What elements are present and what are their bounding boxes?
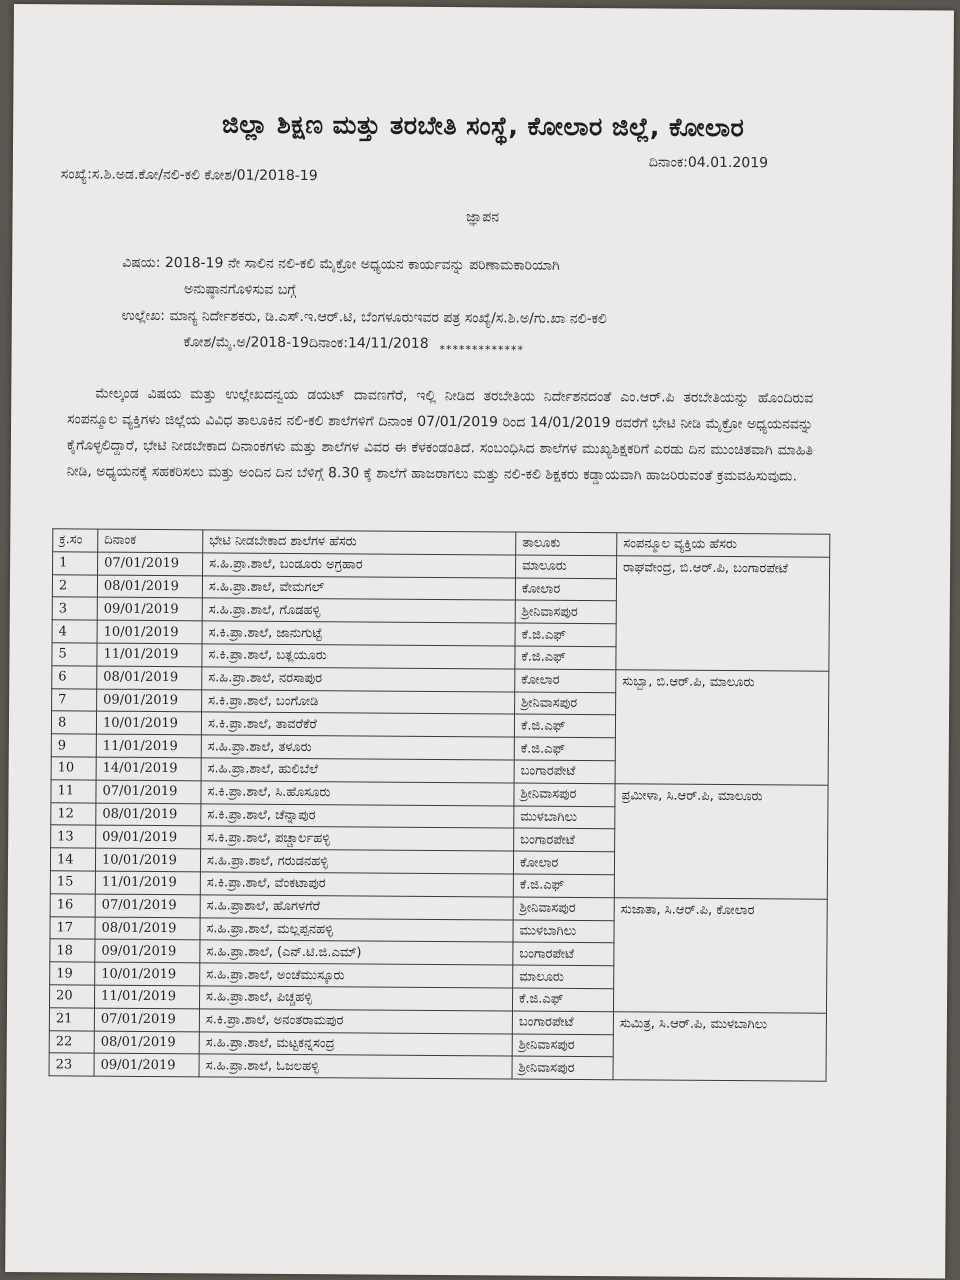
serial-cell: 2: [52, 574, 97, 597]
document-title: ಜಿಲ್ಲಾ ಶಿಕ್ಷಣ ಮತ್ತು ತರಬೇತಿ ಸಂಸ್ಥೆ, ಕೋಲಾರ ಜಿಲ್ಲೆ, ಕೋಲಾರ: [221, 109, 745, 143]
date-cell: 08/01/2019: [97, 666, 202, 690]
serial-cell: 5: [52, 643, 97, 666]
school-cell: ಸ.ಹಿ.ಪ್ರಾ.ಶಾಲೆ, ಗರುಡನಹಳ್ಳಿ: [200, 849, 513, 874]
school-cell: ಸ.ಕಿ.ಪ್ರಾ.ಶಾಲೆ, ತಾವರೆಕೆರೆ: [201, 712, 514, 737]
resource-person-cell: ಪ್ರಮೀಳಾ, ಸಿ.ಆರ್.ಪಿ, ಮಾಲೂರು: [614, 783, 828, 898]
resource-person-cell: ಸುಜಾತಾ, ಸಿ.ಆರ್.ಪಿ, ಕೋಲಾರ: [613, 897, 827, 1012]
taluk-cell: ಕೋಲಾರ: [515, 669, 616, 693]
taluk-cell: ಕೆ.ಜಿ.ಎಫ್: [513, 874, 614, 898]
date-cell: 09/01/2019: [97, 597, 202, 621]
serial-cell: 20: [49, 985, 94, 1008]
serial-cell: 13: [51, 825, 96, 848]
school-cell: ಸ.ಕಿ.ಪ್ರಾ.ಶಾಲೆ, ಪಚ್ಚಾರ್ಲಹಳ್ಳಿ: [201, 826, 514, 851]
taluk-cell: ಕೆ.ಜಿ.ಎಫ್: [514, 714, 615, 738]
resource-person-cell: ಸುಬ್ಬಾ, ಬಿ.ಆರ್.ಪಿ, ಮಾಲೂರು: [615, 669, 829, 784]
taluk-cell: ಶ್ರೀನಿವಾಸಪುರ: [515, 600, 616, 624]
date-cell: 07/01/2019: [96, 780, 201, 804]
serial-cell: 15: [50, 871, 95, 894]
school-cell: ಸ.ಹಿ.ಪ್ರಾ.ಶಾಲೆ, ಮಲ್ಲಪ್ಪನಹಳ್ಳಿ: [200, 917, 513, 942]
date-cell: 09/01/2019: [97, 689, 202, 713]
date-cell: 09/01/2019: [94, 1053, 199, 1077]
date-cell: 11/01/2019: [97, 643, 202, 667]
date-cell: 11/01/2019: [94, 985, 199, 1009]
school-cell: ಸ.ಕಿ.ಪ್ರಾ.ಶಾಲೆ, ಅನಂತರಾಮಪುರ: [199, 1009, 512, 1034]
serial-cell: 9: [51, 734, 96, 757]
separator-stars: *************: [439, 342, 524, 357]
taluk-cell: ಮಾಲೂರು: [516, 555, 617, 579]
date-cell: 08/01/2019: [95, 917, 200, 941]
document-date: ದಿನಾಂಕ:04.01.2019: [648, 154, 769, 172]
school-cell: ಸ.ಹಿ.ಪ್ರಾ.ಶಾಲೆ, ಓಜಲಹಳ್ಳಿ: [199, 1054, 512, 1079]
taluk-cell: ಬಂಗಾರಪೇಟೆ: [514, 828, 615, 852]
header-date: ದಿನಾಂಕ: [98, 529, 203, 553]
header-taluk: ತಾಲೂಕು: [516, 532, 617, 556]
date-cell: 10/01/2019: [95, 962, 200, 986]
school-cell: ಸ.ಹಿ.ಪ್ರಾ.ಶಾಲೆ, ನರಸಾಪುರ: [202, 667, 515, 692]
reference-number: ಸಂಖ್ಯೆ:ಸ.ಶಿ.ಅಡ.ಕೋ/ನಲಿ-ಕಲಿ ಕೋಶ/01/2018-19: [60, 166, 318, 185]
date-cell: 11/01/2019: [96, 734, 201, 758]
date-cell: 10/01/2019: [97, 620, 202, 644]
date-cell: 10/01/2019: [96, 711, 201, 735]
date-cell: 11/01/2019: [95, 871, 200, 895]
taluk-cell: ಕೆ.ಜಿ.ಎಫ್: [512, 988, 613, 1012]
school-cell: ಸ.ಹಿ.ಪ್ರಾಶಾಲೆ, ಹೊಗಳಗೆರೆ: [200, 895, 513, 920]
taluk-cell: ಬಂಗಾರಪೇಟೆ: [514, 760, 615, 784]
serial-cell: 19: [50, 962, 95, 985]
school-cell: ಸ.ಹಿ.ಪ್ರಾ.ಶಾಲೆ, ಬಂಡೂರು ಅಗ್ರಹಾರ: [203, 553, 516, 578]
school-cell: ಸ.ಕಿ.ಪ್ರಾ.ಶಾಲೆ, ಸಿ.ಹೊಸೂರು: [201, 781, 514, 806]
serial-cell: 16: [50, 894, 95, 917]
serial-cell: 23: [49, 1053, 94, 1076]
serial-cell: 8: [51, 711, 96, 734]
serial-cell: 10: [51, 757, 96, 780]
school-cell: ಸ.ಕಿ.ಪ್ರಾ.ಶಾಲೆ, ಜಾನುಗುಟ್ಟೆ: [202, 621, 515, 646]
school-cell: ಸ.ಹಿ.ಪ್ರಾ.ಶಾಲೆ, ಮಟ್ಟಕನ್ನಸಂದ್ರ: [199, 1031, 512, 1056]
serial-cell: 3: [52, 597, 97, 620]
school-cell: ಸ.ಹಿ.ಪ್ರಾ.ಶಾಲೆ, ಹುಲಿಬೆಲೆ: [201, 758, 514, 783]
taluk-cell: ಕೋಲಾರ: [513, 851, 614, 875]
taluk-cell: ಮಾಲೂರು: [513, 965, 614, 989]
serial-cell: 4: [52, 620, 97, 643]
serial-cell: 6: [52, 666, 97, 689]
school-cell: ಸ.ಹಿ.ಪ್ರಾ.ಶಾಲೆ, ವೇಮಗಲ್: [202, 575, 515, 600]
taluk-cell: ಶ್ರೀನಿವಾಸಪುರ: [512, 1034, 613, 1058]
serial-cell: 14: [50, 848, 95, 871]
school-cell: ಸ.ಹಿ.ಪ್ರಾ.ಶಾಲೆ, ಅಂಚೆಮುಸ್ಕೂರು: [200, 963, 513, 988]
date-cell: 09/01/2019: [95, 939, 200, 963]
resource-person-cell: ರಾಘವೇಂದ್ರ, ಬಿ.ಆರ್.ಪಿ, ಬಂಗಾರಪೇಟೆ: [616, 556, 830, 671]
date-cell: 10/01/2019: [95, 848, 200, 872]
date-cell: 09/01/2019: [96, 825, 201, 849]
resource-person-cell: ಸುಮಿತ್ರ, ಸಿ.ಆರ್.ಪಿ, ಮುಳಬಾಗಿಲು: [613, 1011, 826, 1081]
header-resource-person: ಸಂಪನ್ಮೂಲ ವ್ಯಕ್ತಿಯ ಹೆಸರು: [617, 533, 830, 557]
taluk-cell: ಕೆ.ಜಿ.ಎಫ್: [515, 646, 616, 670]
taluk-cell: ಬಂಗಾರಪೇಟೆ: [512, 1011, 613, 1035]
taluk-cell: ಮುಳಬಾಗಿಲು: [514, 806, 615, 830]
date-cell: 14/01/2019: [96, 757, 201, 781]
taluk-cell: ಬಂಗಾರಪೇಟೆ: [513, 942, 614, 966]
taluk-cell: ಕೆ.ಜಿ.ಎಫ್: [514, 737, 615, 761]
subject-line-2: ಅನುಷ್ಠಾನಗೊಳಿಸುವ ಬಗ್ಗೆ: [183, 281, 297, 298]
serial-cell: 18: [50, 939, 95, 962]
taluk-cell: ಕೆ.ಜಿ.ಎಫ್: [515, 623, 616, 647]
subject-line-1: ವಿಷಯ: 2018-19 ನೇ ಸಾಲಿನ ನಲಿ-ಕಲಿ ಮೈಕ್ರೋ ಅಧ್ಯಯನ ಕಾರ್ಯವನ್ನು ಪರಿಣಾಮಕಾರಿಯಾಗಿ: [122, 254, 560, 274]
subject-block: [122, 250, 802, 307]
reference-line-1: ಉಲ್ಲೇಖ: ಮಾನ್ಯ ನಿರ್ದೇಶಕರು, ಡಿ.ಎಸ್.ಇ.ಆರ್.ಟಿ, ಬೆಂಗಳೂರುಇವರ ಪತ್ರ ಸಂಖ್ಯೆ/ಸ.ಶಿ.ಅ/ಗು.ಖಾ ನಲಿ-ಕಲಿ: [121, 307, 607, 328]
school-cell: ಸ.ಕಿ.ಪ್ರಾ.ಶಾಲೆ, ವೆಂಕಟಾಪುರ: [200, 872, 513, 897]
serial-cell: 11: [51, 780, 96, 803]
taluk-cell: ಶ್ರೀನಿವಾಸಪುರ: [512, 1056, 613, 1080]
serial-cell: 1: [53, 552, 98, 575]
school-cell: ಸ.ಕಿ.ಪ್ರಾ.ಶಾಲೆ, ಬತ್ಲಯೂರು: [202, 644, 515, 669]
taluk-cell: ಶ್ರೀನಿವಾಸಪುರ: [513, 897, 614, 921]
reference-line-2: ಕೋಶ/ಮೈ.ಅ/2018-19ದಿನಾಂಕ:14/11/2018: [183, 334, 429, 352]
table-body: [49, 552, 830, 1082]
date-cell: 08/01/2019: [97, 575, 202, 599]
school-cell: ಸ.ಹಿ.ಪ್ರಾ.ಶಾಲೆ, ತಳೂರು: [201, 735, 514, 760]
date-cell: 08/01/2019: [94, 1031, 199, 1055]
school-visit-table: [49, 528, 831, 1082]
taluk-cell: ಮುಳಬಾಗಿಲು: [513, 920, 614, 944]
date-cell: 07/01/2019: [98, 552, 203, 576]
body-paragraph: ಮೇಲ್ಕಂಡ ವಿಷಯ ಮತ್ತು ಉಲ್ಲೇಖದನ್ವಯ ಡಯಟ್ ದಾವಣಗೆರೆ, ಇಲ್ಲಿ ನೀಡಿದ ತರಬೇತಿಯ ನಿರ್ದೇಶನದಂತೆ ಎಂ.ಆರ್.ಪಿ ತರಬೇತಿಯನ್ನು ಹೊಂದಿರುವ ಸಂಪನ್ಮೂಲ ವ್ಯಕ್ತಿಗಳು ಜಿಲ್ಲೆಯ ವಿವಿಧ ತಾಲೂಕಿನ ನಲಿ-ಕಲಿ ಶಾಲೆಗಳಿಗೆ ದಿನಾಂಕ 07/01/2019 ರಿಂದ 14/01/2019 ರವರೆಗೆ ಭೇಟಿ ನೀಡಿ ಮೈಕ್ರೋ ಅಧ್ಯಯನವನ್ನು ಕೈಗೊಳ್ಳಲಿದ್ದಾರೆ, ಭೇಟಿ ನೀಡಬೇಕಾದ ದಿನಾಂಕಗಳು ಮತ್ತು ಶಾಲೆಗಳ ವಿವರ ಈ ಕೆಳಕಂಡಂತಿದೆ. ಸಂಬಂಧಿಸಿದ ಶಾಲೆಗಳ ಮುಖ್ಯಶಿಕ್ಷಕರಿಗೆ ಎರಡು ದಿನ ಮುಂಚಿತವಾಗಿ ಮಾಹಿತಿ ನೀಡಿ, ಅಧ್ಯಯನಕ್ಕೆ ಸಹಕರಿಸಲು ಮತ್ತು ಅಂದಿನ ದಿನ ಬೆಳಿಗ್ಗೆ 8.30 ಕ್ಕೆ ಶಾಲೆಗೆ ಹಾಜರಾಗಲು ಮತ್ತು ನಲಿ-ಕಲಿ ಶಿಕ್ಷಕರು ಕಡ್ಡಾಯವಾಗಿ ಹಾಜರಿರುವಂತೆ ಕ್ರಮವಹಿಸುವುದು.: [66, 385, 814, 485]
header-serial: ಕ್ರ.ಸಂ: [53, 529, 98, 552]
document-page: [5, 4, 954, 1279]
header-school: ಭೇಟಿ ನೀಡಬೇಕಾದ ಶಾಲೆಗಳ ಹೆಸರು: [203, 530, 516, 555]
taluk-cell: ಕೋಲಾರ: [515, 578, 616, 602]
school-cell: ಸ.ಹಿ.ಪ್ರಾ.ಶಾಲೆ, ಗೊಡಹಳ್ಳಿ: [202, 598, 515, 623]
taluk-cell: ಶ್ರೀನಿವಾಸಪುರ: [514, 783, 615, 807]
school-cell: ಸ.ಕಿ.ಪ್ರಾ.ಶಾಲೆ, ಚೆನ್ನಾಪುರ: [201, 803, 514, 828]
date-cell: 07/01/2019: [95, 894, 200, 918]
serial-cell: 7: [52, 688, 97, 711]
taluk-cell: ಶ್ರೀನಿವಾಸಪುರ: [515, 692, 616, 716]
school-cell: ಸ.ಕಿ.ಪ್ರಾ.ಶಾಲೆ, ಬಂಗೋಡಿ: [202, 689, 515, 714]
date-cell: 07/01/2019: [94, 1008, 199, 1032]
school-cell: ಸ.ಹಿ.ಪ್ರಾ.ಶಾಲೆ, ಪಿಚ್ಚಹಳ್ಳಿ: [199, 986, 512, 1011]
serial-cell: 12: [51, 802, 96, 825]
date-cell: 08/01/2019: [96, 803, 201, 827]
serial-cell: 17: [50, 916, 95, 939]
serial-cell: 22: [49, 1030, 94, 1053]
serial-cell: 21: [49, 1008, 94, 1031]
notice-heading: ಜ್ಞಾಪನ: [465, 209, 500, 226]
school-cell: ಸ.ಹಿ.ಪ್ರಾ.ಶಾಲೆ, (ಎನ್.ಟಿ.ಜಿ.ಎಮ್): [200, 940, 513, 965]
